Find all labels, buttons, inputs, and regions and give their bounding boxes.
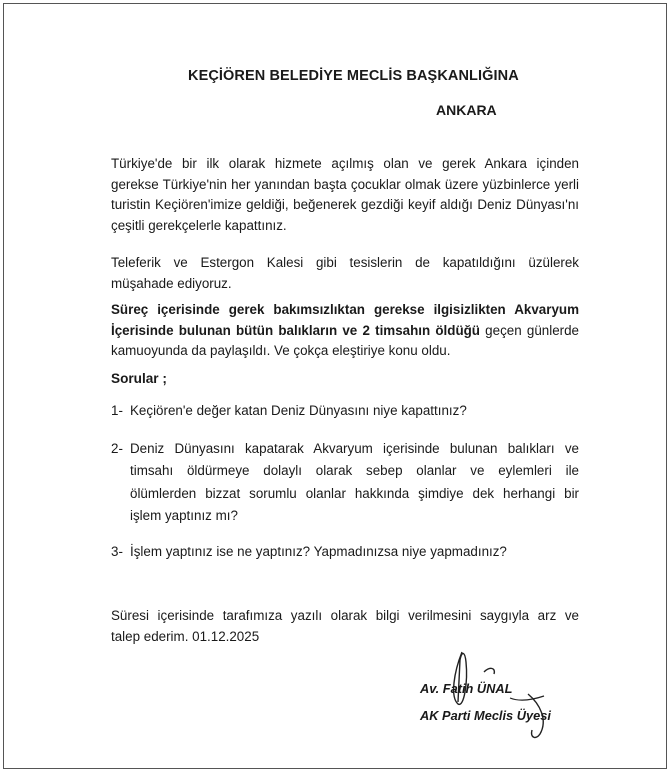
question-line: ölümlerden bizzat sorumlu olanlar hakkında şimdiye dek herhangi bir xyxy=(130,485,579,501)
question-line: İşlem yaptınız ise ne yaptınız? Yapmadınızsa niye yapmadınız? xyxy=(130,544,507,559)
question-number: 3- xyxy=(111,544,123,559)
recipient-heading: KEÇİÖREN BELEDİYE MECLİS BAŞKANLIĞINA xyxy=(188,68,519,84)
paragraph-3-line: kamuoyunda da paylaşıldı. Ve çokça eleştiriye konu oldu. xyxy=(111,343,451,359)
paragraph-3-bold-phrase: İçerisinde bulunan bütün balıkların ve 2 timsahın öldüğü xyxy=(111,322,480,338)
question-line: Keçiören'e değer katan Deniz Dünyasını niye kapattınız? xyxy=(130,403,467,418)
closing-paragraph xyxy=(111,606,579,647)
paragraph-1-line: çeşitli gerekçelerle kapattınız. xyxy=(111,217,287,233)
paragraph-1-line: turistin Keçiören'imize geldiği, beğenerek gezdiği keyif aldığı Deniz Dünyası'nı xyxy=(111,197,579,213)
question-line: timsahı öldürmeye dolaylı olarak sebep olanlar ve eylemleri ile xyxy=(130,463,579,479)
question-number: 1- xyxy=(111,403,123,418)
closing-line: Süresi içerisinde tarafımıza yazılı olarak bilgi verilmesini saygıyla arz ve xyxy=(111,608,579,623)
paragraph-3-bold-line: Süreç içerisinde gerek bakımsızlıktan gerekse ilgisizlikten Akvaryum xyxy=(111,302,579,317)
question-line: işlem yaptınız mı? xyxy=(130,508,238,524)
paragraph-2-line: Teleferik ve Estergon Kalesi gibi tesislerin de kapatıldığını üzülerek xyxy=(111,255,579,270)
paragraph-1-line: Türkiye'de bir ilk olarak hizmete açılmış olan ve gerek Ankara içinden xyxy=(111,156,579,171)
paragraph-3 xyxy=(111,300,579,362)
paragraph-1-line: gerekse Türkiye'nin her yanından başta çocuklar olmak üzere yüzbinlerce yerli xyxy=(111,176,579,192)
question-text xyxy=(130,400,579,422)
paragraph-1 xyxy=(111,154,579,236)
paragraph-2-line: müşahade ediyoruz. xyxy=(111,275,232,291)
paragraph-3-mixed-line xyxy=(111,321,579,342)
question-3 xyxy=(111,541,581,565)
question-number: 2- xyxy=(111,441,123,456)
paragraph-3-rest: geçen günlerde xyxy=(479,322,579,338)
question-1 xyxy=(111,400,581,424)
question-2 xyxy=(111,438,581,538)
document-page xyxy=(3,3,667,769)
paragraph-2 xyxy=(111,253,579,294)
recipient-city: ANKARA xyxy=(436,102,497,118)
questions-heading: Sorular ; xyxy=(111,371,167,386)
signatory-name: Av. Fatih ÜNAL xyxy=(420,681,513,696)
question-line: Deniz Dünyasını kapatarak Akvaryum içerisinde bulunan balıkları ve xyxy=(130,441,579,456)
question-text xyxy=(130,438,579,528)
closing-line: talep ederim. 01.12.2025 xyxy=(111,628,260,644)
signatory-title: AK Parti Meclis Üyesi xyxy=(420,708,551,723)
question-text xyxy=(130,541,579,563)
